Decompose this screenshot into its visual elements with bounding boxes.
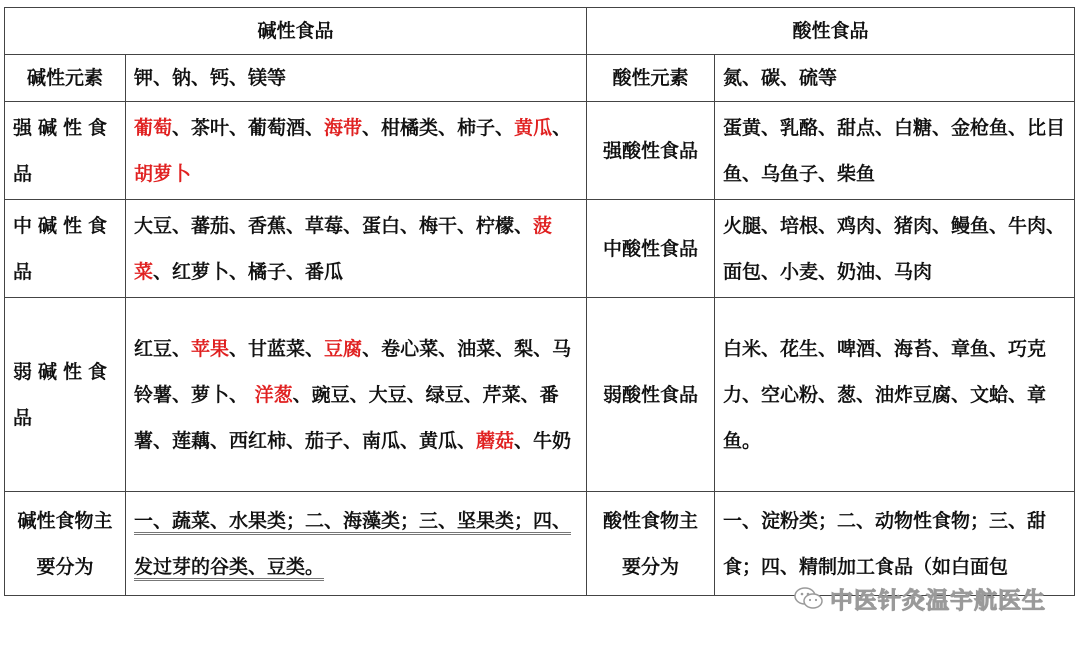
table-row xyxy=(5,55,1075,102)
cell-text: 、 xyxy=(552,116,572,139)
highlighted-food: 洋葱 xyxy=(254,383,293,406)
cell-text: 火腿、培根、鸡肉、猪肉、鳗鱼、牛肉、面包、小麦、奶油、马肉 xyxy=(723,214,1066,283)
cell-text: 、茶叶、葡萄酒、 xyxy=(172,116,325,139)
medium-alkaline-cell xyxy=(126,200,587,298)
table-row xyxy=(5,492,1075,596)
medium-acidic-label: 中酸性食品 xyxy=(587,200,715,298)
watermark xyxy=(794,582,1046,615)
highlighted-food: 葡萄 xyxy=(134,116,173,139)
highlighted-food: 黄瓜 xyxy=(514,116,553,139)
header-row xyxy=(5,8,1075,55)
highlighted-food: 蘑菇 xyxy=(476,429,515,452)
wechat-icon xyxy=(794,586,824,612)
highlighted-food: 菠菜 xyxy=(134,214,553,283)
acidic-categories-cell xyxy=(715,492,1075,596)
cell-text: 、柑橘类、柿子、 xyxy=(362,116,515,139)
cell-text: 钾、钠、钙、镁等 xyxy=(134,67,287,89)
table-row xyxy=(5,298,1075,492)
weak-alkaline-label: 弱碱性食品 xyxy=(5,298,126,492)
alkaline-categories-label: 碱性食物主要分为 xyxy=(5,492,126,596)
watermark-text: 中医针灸温宇航医生 xyxy=(830,588,1046,614)
strong-alkaline-cell xyxy=(126,102,587,200)
table-row xyxy=(5,102,1075,200)
alkaline-header: 碱性食品 xyxy=(5,8,587,55)
cell-text: 、牛奶 xyxy=(514,429,572,452)
medium-alkaline-label: 中碱性食品 xyxy=(5,200,126,298)
cell-text: 氮、碳、硫等 xyxy=(723,67,838,89)
highlighted-food: 胡萝卜 xyxy=(134,162,192,185)
cell-text: 、甘蓝菜、 xyxy=(229,337,325,360)
strong-alkaline-label: 强碱性食品 xyxy=(5,102,126,200)
cell-text: 一、淀粉类；二、动物性食物；三、甜食；四、精制加工食品（如白面包 xyxy=(723,509,1047,578)
categories-text: 一、蔬菜、水果类；二、海藻类；三、坚果类；四、发过芽的谷类、豆类。 xyxy=(134,510,571,581)
cell-text: 蛋黄、乳酪、甜点、白糖、金枪鱼、比目鱼、乌鱼子、柴鱼 xyxy=(723,116,1066,185)
alkaline-categories-cell xyxy=(126,492,587,596)
weak-acidic-cell xyxy=(715,298,1075,492)
cell-text: 红豆、 xyxy=(134,337,192,360)
highlighted-food: 豆腐 xyxy=(324,337,363,360)
weak-alkaline-cell xyxy=(126,298,587,492)
highlighted-food: 苹果 xyxy=(191,337,230,360)
acidic-elements-cell xyxy=(715,55,1075,102)
alkaline-elements-cell xyxy=(126,55,587,102)
cell-text: 白米、花生、啤酒、海苔、章鱼、巧克力、空心粉、葱、油炸豆腐、文蛤、章鱼。 xyxy=(723,337,1047,452)
cell-text: 、卷心菜、油菜、梨、马铃薯、萝卜、 xyxy=(134,337,572,406)
food-ph-table xyxy=(4,7,1075,596)
strong-acidic-label: 强酸性食品 xyxy=(587,102,715,200)
cell-text: 、豌豆、大豆、绿豆、芹菜、番薯、莲藕、西红柿、茄子、南瓜、黄瓜、 xyxy=(134,383,559,452)
cell-text: 大豆、蕃茄、香蕉、草莓、蛋白、梅干、柠檬、 xyxy=(134,214,534,237)
medium-acidic-cell xyxy=(715,200,1075,298)
cell-text: 、红萝卜、橘子、番瓜 xyxy=(153,260,344,283)
strong-acidic-cell xyxy=(715,102,1075,200)
highlighted-food: 海带 xyxy=(324,116,363,139)
weak-acidic-label: 弱酸性食品 xyxy=(587,298,715,492)
acidic-header: 酸性食品 xyxy=(587,8,1075,55)
acidic-categories-label: 酸性食物主要分为 xyxy=(587,492,715,596)
acidic-elements-label: 酸性元素 xyxy=(587,55,715,102)
alkaline-elements-label: 碱性元素 xyxy=(5,55,126,102)
table-row xyxy=(5,200,1075,298)
